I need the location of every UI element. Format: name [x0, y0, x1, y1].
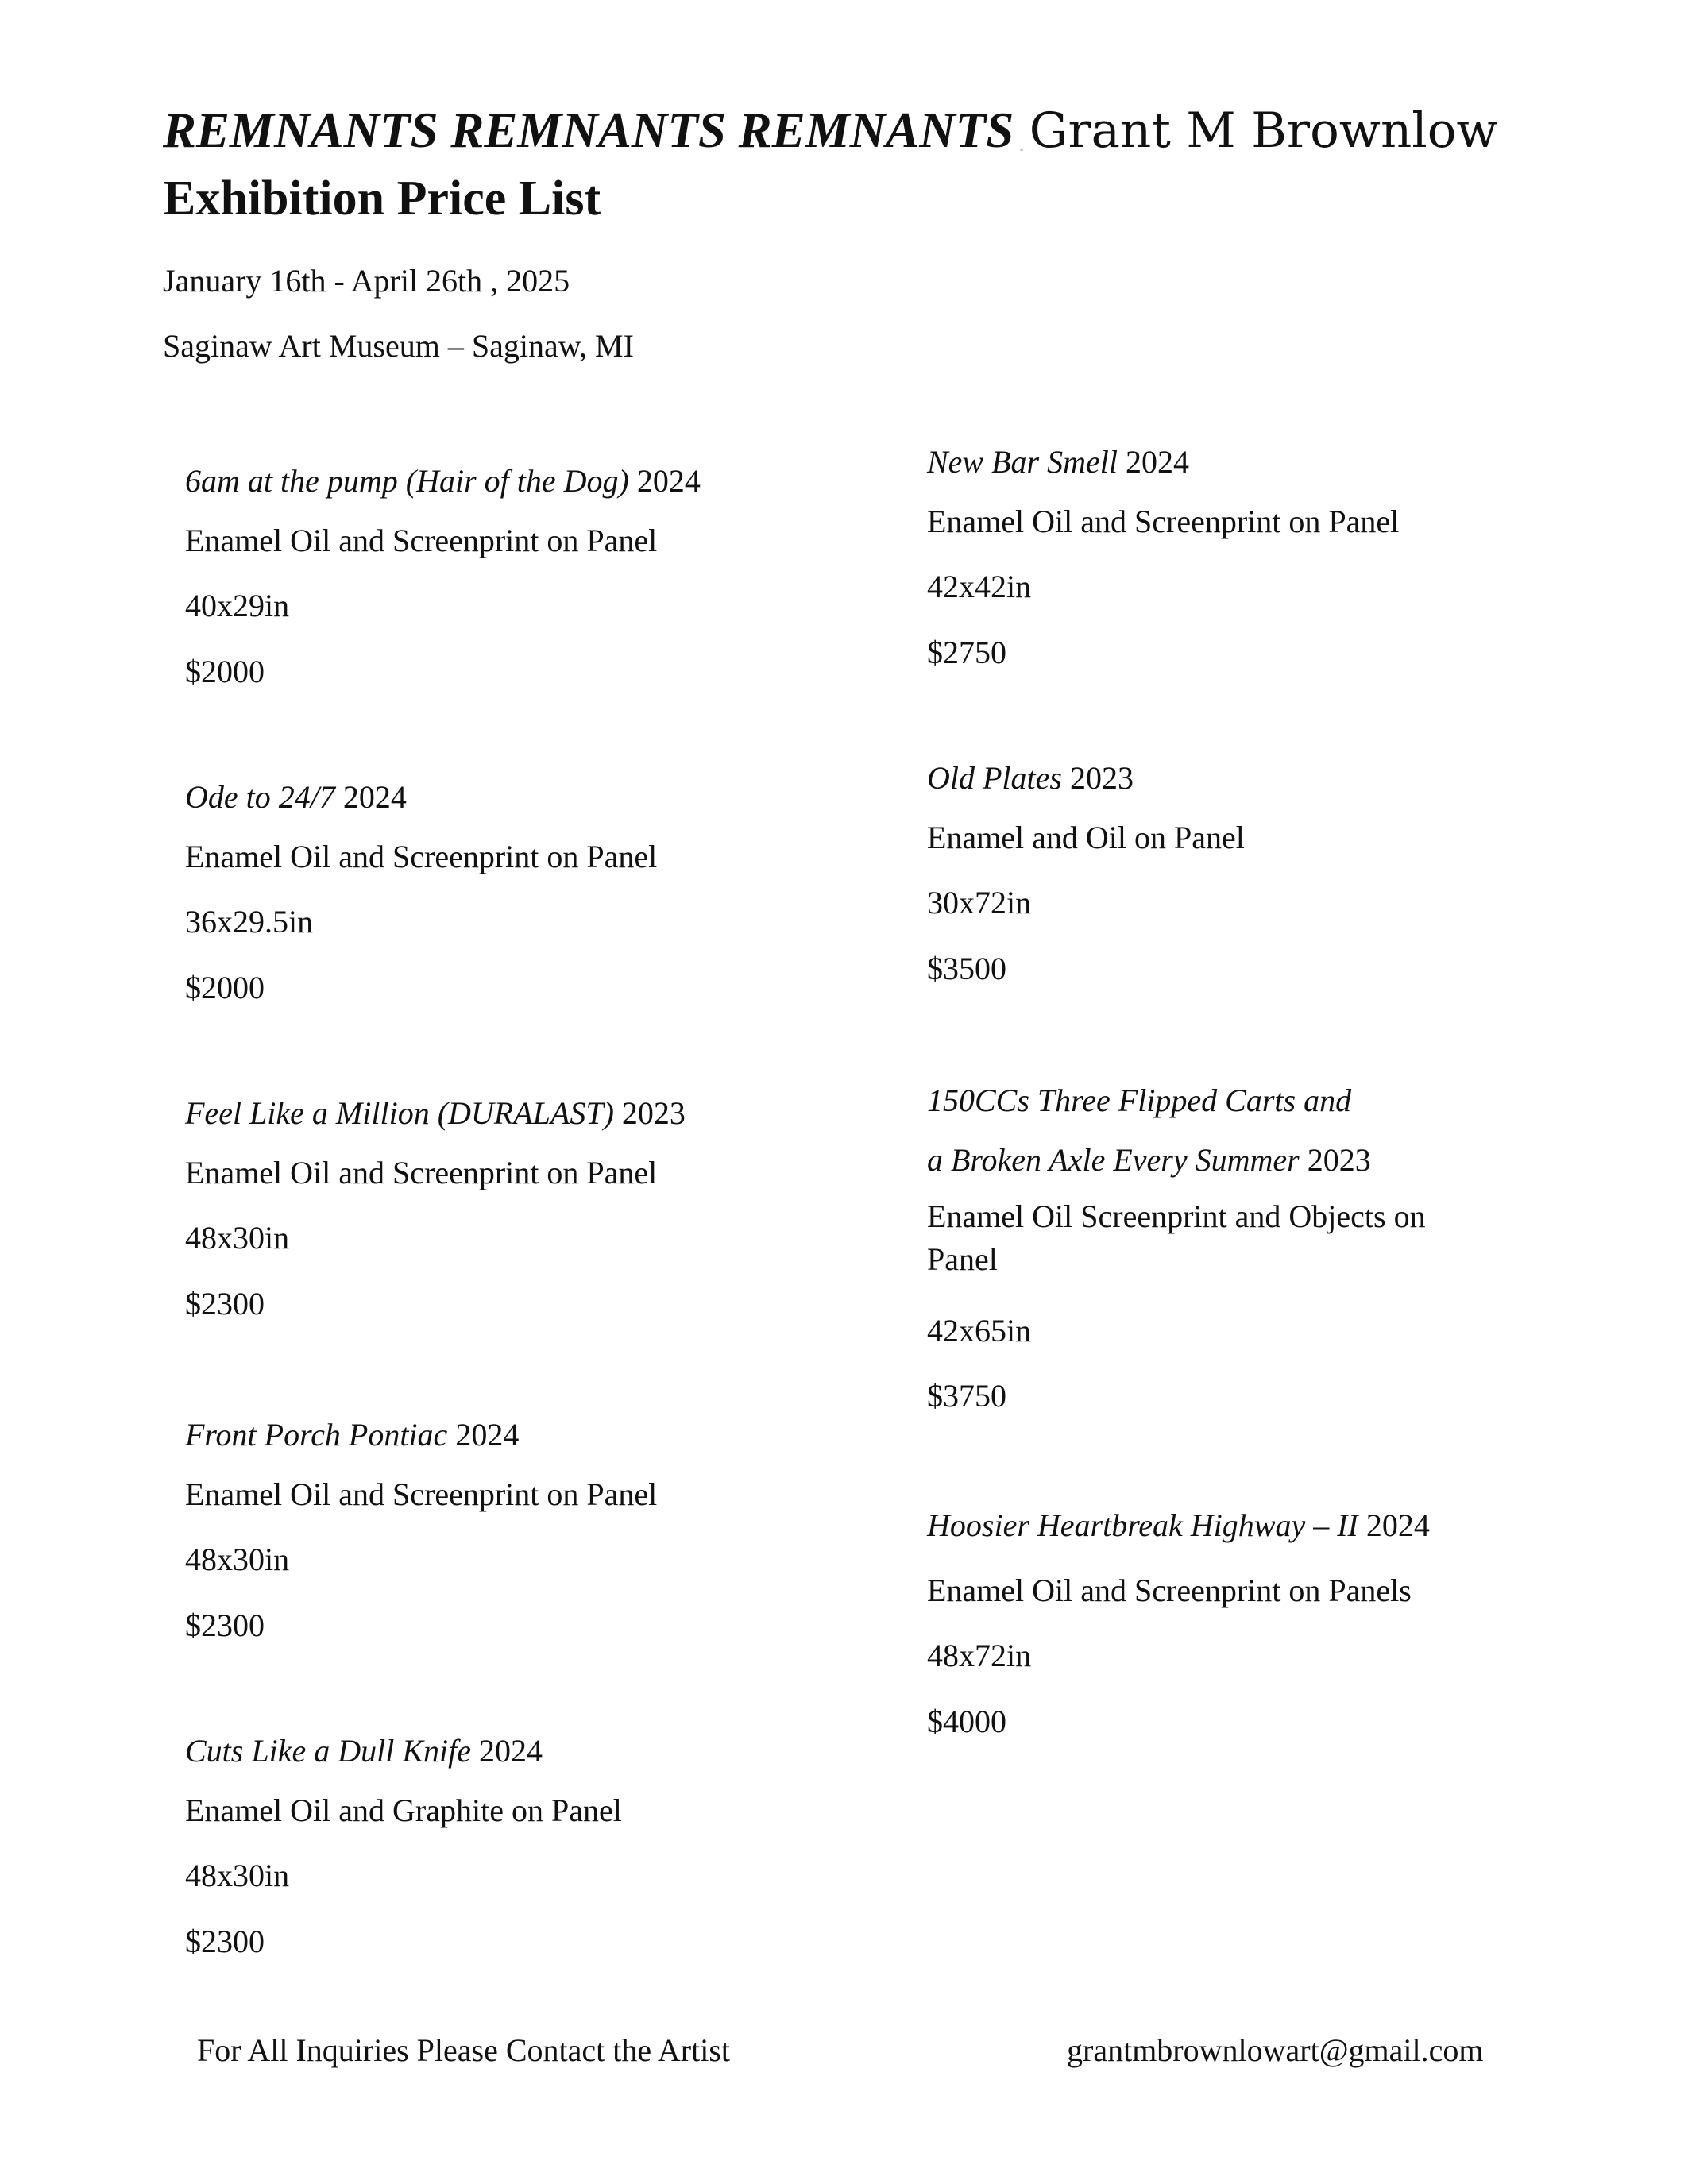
artwork-year: 2024: [636, 463, 701, 499]
exhibition-venue: Saginaw Art Museum – Saginaw, MI: [163, 328, 634, 364]
artwork-size: 40x29in: [185, 588, 290, 623]
artwork-price: $2000: [185, 654, 265, 689]
artwork-size: 48x30in: [185, 1858, 290, 1893]
artwork-title: Ode to 24/7: [185, 779, 335, 815]
exhibition-title: REMNANTS REMNANTS REMNANTS: [163, 102, 1014, 158]
artwork-medium: Enamel Oil and Screenprint on Panel: [185, 839, 658, 874]
artist-name: Grant M Brownlow: [1029, 102, 1498, 159]
artwork-year: 2024: [1125, 444, 1189, 480]
artwork-title-line: [927, 759, 1134, 797]
artwork-medium: Enamel Oil and Screenprint on Panel: [927, 504, 1400, 539]
artwork-medium: Enamel Oil and Screenprint on Panels: [927, 1572, 1412, 1608]
artwork-title-line: [185, 462, 701, 500]
artwork-price: $3750: [927, 1378, 1006, 1414]
artwork-title: Old Plates: [927, 760, 1062, 796]
artwork-year: 2023: [1069, 760, 1134, 796]
artwork-price: $2300: [185, 1286, 265, 1322]
artwork-title-line: [927, 1141, 1371, 1179]
artwork-medium: Enamel Oil Screenprint and Objects on Panel: [927, 1198, 1426, 1277]
artwork-title: New Bar Smell: [927, 444, 1118, 480]
artwork-medium: Enamel Oil and Screenprint on Panel: [185, 1476, 658, 1512]
exhibition-dates: January 16th - April 26th , 2025: [163, 263, 570, 299]
artwork-title-line: [185, 778, 407, 816]
artwork-year: 2024: [1365, 1507, 1430, 1543]
artwork-title-continued: a Broken Axle Every Summer: [927, 1142, 1300, 1178]
artwork-medium: Enamel Oil and Screenprint on Panel: [185, 523, 658, 558]
artwork-price: $2750: [927, 635, 1006, 670]
artwork-size: 30x72in: [927, 885, 1032, 920]
artwork-medium: Enamel Oil and Graphite on Panel: [185, 1792, 622, 1828]
separator-dot: .: [1018, 130, 1025, 157]
artwork-size: 48x72in: [927, 1638, 1032, 1673]
artwork-title: 6am at the pump (Hair of the Dog): [185, 463, 629, 499]
artwork-year: 2023: [621, 1095, 686, 1131]
artwork-title: Feel Like a Million (DURALAST): [185, 1095, 614, 1131]
artwork-title: 150CCs Three Flipped Carts and: [927, 1082, 1352, 1118]
artwork-price: $2300: [185, 1607, 265, 1643]
price-list-heading: Exhibition Price List: [163, 172, 601, 226]
artwork-price: $3500: [927, 951, 1006, 986]
artwork-title: Cuts Like a Dull Knife: [185, 1733, 471, 1769]
contact-text: For All Inquiries Please Contact the Artist: [197, 2032, 731, 2068]
artwork-title-line: [185, 1416, 519, 1453]
artwork-year: 2024: [455, 1417, 520, 1453]
artwork-title-line: [927, 443, 1189, 480]
artwork-year: 2024: [342, 779, 407, 815]
artwork-title-line: [185, 1094, 686, 1132]
artwork-year: 2023: [1307, 1142, 1371, 1178]
page-title: [163, 102, 1498, 160]
artwork-medium: Enamel and Oil on Panel: [927, 820, 1245, 855]
artwork-medium: Enamel Oil and Screenprint on Panel: [185, 1155, 658, 1190]
artwork-size: 36x29.5in: [185, 904, 314, 940]
artwork-title-line: [927, 1082, 1351, 1119]
artwork-size: 42x42in: [927, 569, 1032, 604]
artwork-size: 48x30in: [185, 1220, 290, 1256]
artwork-title-line: [927, 1507, 1430, 1544]
artwork-title-line: [185, 1732, 543, 1769]
artwork-price: $4000: [927, 1704, 1006, 1739]
artwork-title: Hoosier Heartbreak Highway – II: [927, 1507, 1358, 1543]
artwork-year: 2024: [479, 1733, 543, 1769]
artwork-title: Front Porch Pontiac: [185, 1417, 448, 1453]
artwork-price: $2000: [185, 970, 265, 1005]
artwork-size: 48x30in: [185, 1542, 290, 1577]
artwork-size: 42x65in: [927, 1313, 1032, 1349]
contact-email[interactable]: grantmbrownlowart@gmail.com: [1067, 2032, 1484, 2068]
artwork-price: $2300: [185, 1924, 265, 1959]
